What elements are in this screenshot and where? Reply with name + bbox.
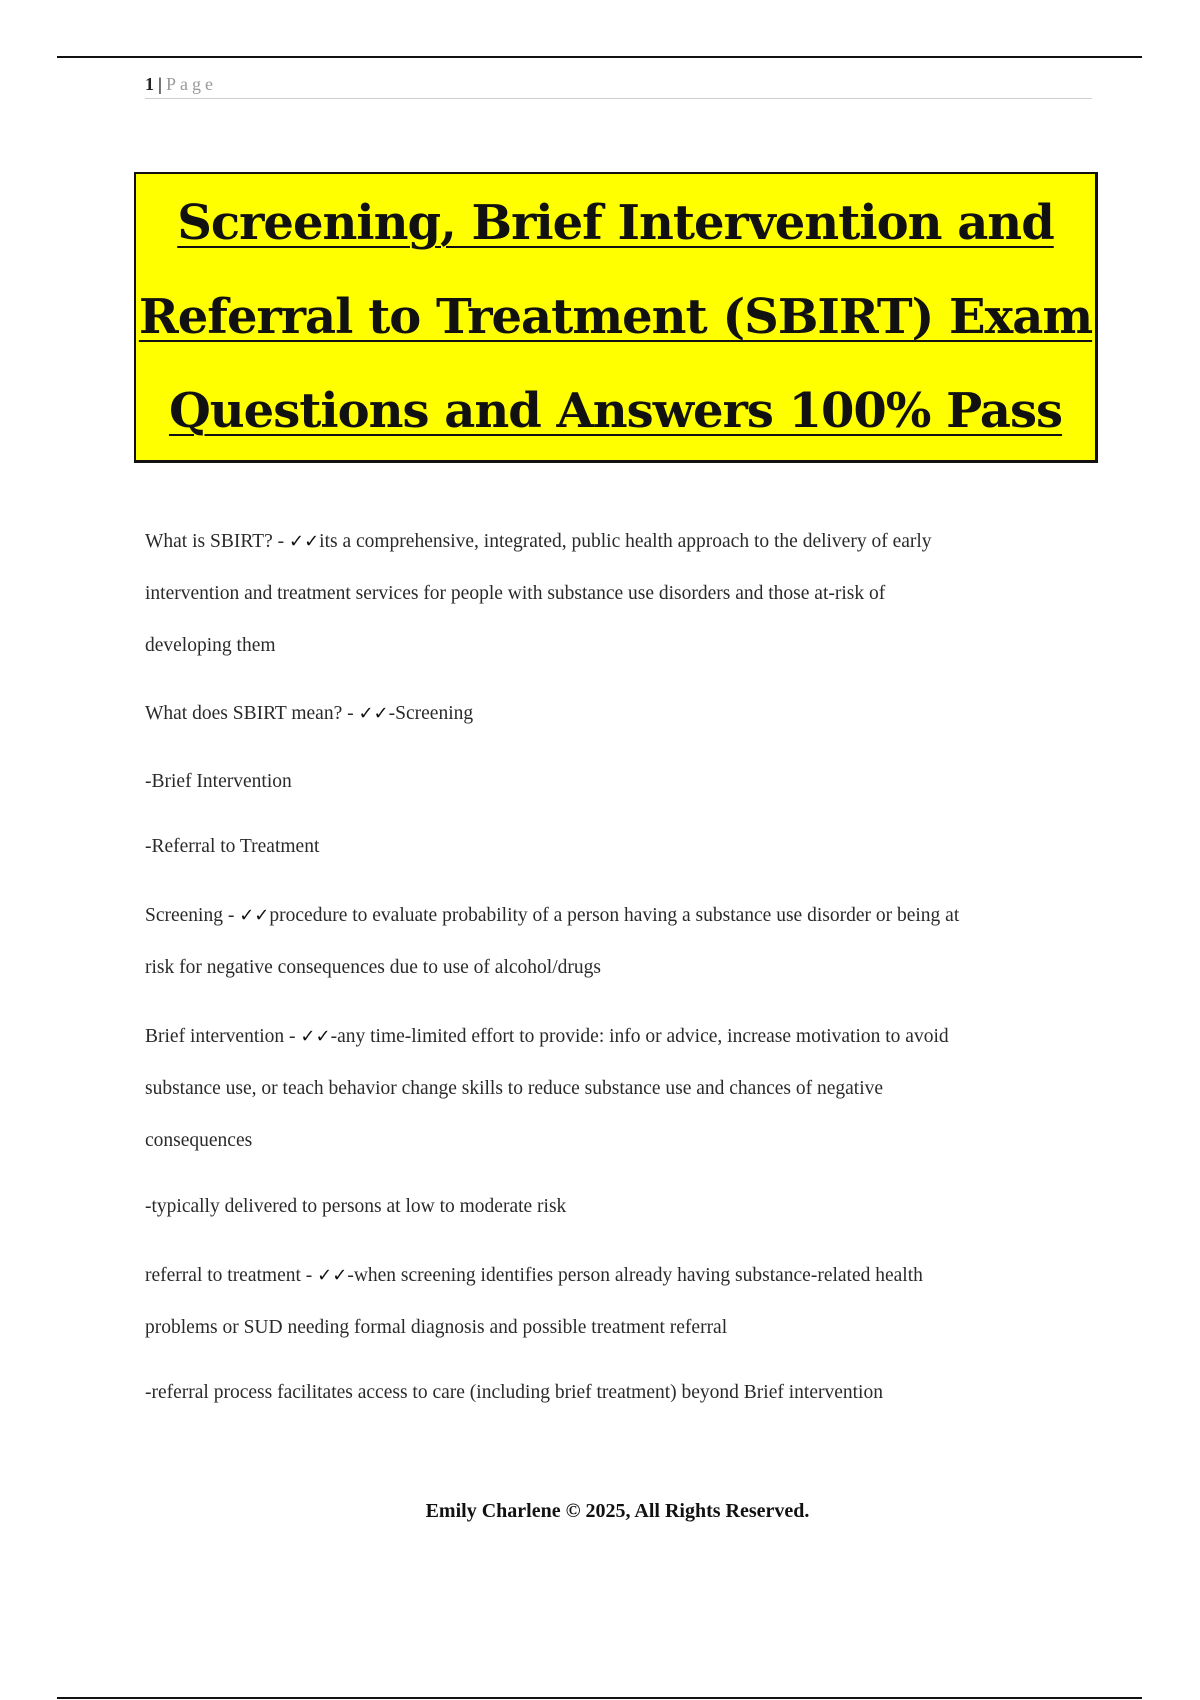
- answer-continuation: consequences: [145, 1130, 253, 1151]
- qa-item-what-is-sbirt: [145, 516, 1095, 568]
- answer-continuation: developing them: [145, 635, 276, 656]
- answer-text: procedure to evaluate probability of a person having a substance use disorder or being at: [269, 905, 960, 926]
- page-separator: |: [158, 74, 162, 94]
- answer-continuation: problems or SUD needing formal diagnosis and possible treatment referral: [145, 1317, 728, 1338]
- copyright-footer: Emily Charlene © 2025, All Rights Reserved.: [425, 1500, 810, 1522]
- double-check-icon: ✓✓: [358, 703, 389, 724]
- document-title-box: [134, 172, 1098, 463]
- answer-continuation: intervention and treatment services for people with substance use disorders and those at-risk of: [145, 583, 886, 604]
- question-text: Screening -: [145, 905, 240, 926]
- title-line-2: Referral to Treatment (SBIRT) Exam: [138, 289, 1093, 345]
- question-text: What is SBIRT? -: [145, 531, 289, 552]
- qa-item-referral-to-treatment: [145, 1250, 1095, 1302]
- answer-list-item: -typically delivered to persons at low to moderate risk: [145, 1196, 567, 1217]
- question-text: What does SBIRT mean? -: [145, 703, 359, 724]
- double-check-icon: ✓✓: [317, 1265, 348, 1286]
- qa-item-what-does-sbirt-mean: [145, 688, 1095, 740]
- answer-text: -Screening: [388, 703, 474, 724]
- question-text: referral to treatment -: [145, 1265, 318, 1286]
- qa-item-brief-intervention: [145, 1011, 1095, 1063]
- title-line-3: Questions and Answers 100% Pass: [168, 383, 1063, 439]
- answer-text: its a comprehensive, integrated, public health approach to the delivery of early: [319, 531, 932, 552]
- double-check-icon: ✓✓: [300, 1026, 331, 1047]
- answer-continuation: risk for negative consequences due to use of alcohol/drugs: [145, 957, 601, 978]
- answer-list-item: -referral process facilitates access to care (including brief treatment) beyond Brief intervention: [145, 1382, 883, 1403]
- question-text: Brief intervention -: [145, 1026, 301, 1047]
- qa-item-screening: [145, 890, 1095, 942]
- double-check-icon: ✓✓: [239, 905, 270, 926]
- answer-text: -any time-limited effort to provide: info or advice, increase motivation to avoid: [330, 1026, 949, 1047]
- answer-list-item: -Referral to Treatment: [145, 836, 320, 857]
- answer-text: -when screening identifies person already having substance-related health: [347, 1265, 923, 1286]
- page-word: Page: [165, 74, 217, 94]
- double-check-icon: ✓✓: [288, 531, 320, 552]
- top-rule: [57, 56, 1142, 58]
- page-number: 1: [145, 74, 154, 94]
- answer-list-item: -Brief Intervention: [145, 771, 292, 792]
- title-line-1: Screening, Brief Intervention and: [177, 195, 1054, 251]
- answer-continuation: substance use, or teach behavior change skills to reduce substance use and chances of negative: [145, 1078, 884, 1099]
- page-header: [145, 72, 1092, 99]
- bottom-rule: [57, 1697, 1142, 1699]
